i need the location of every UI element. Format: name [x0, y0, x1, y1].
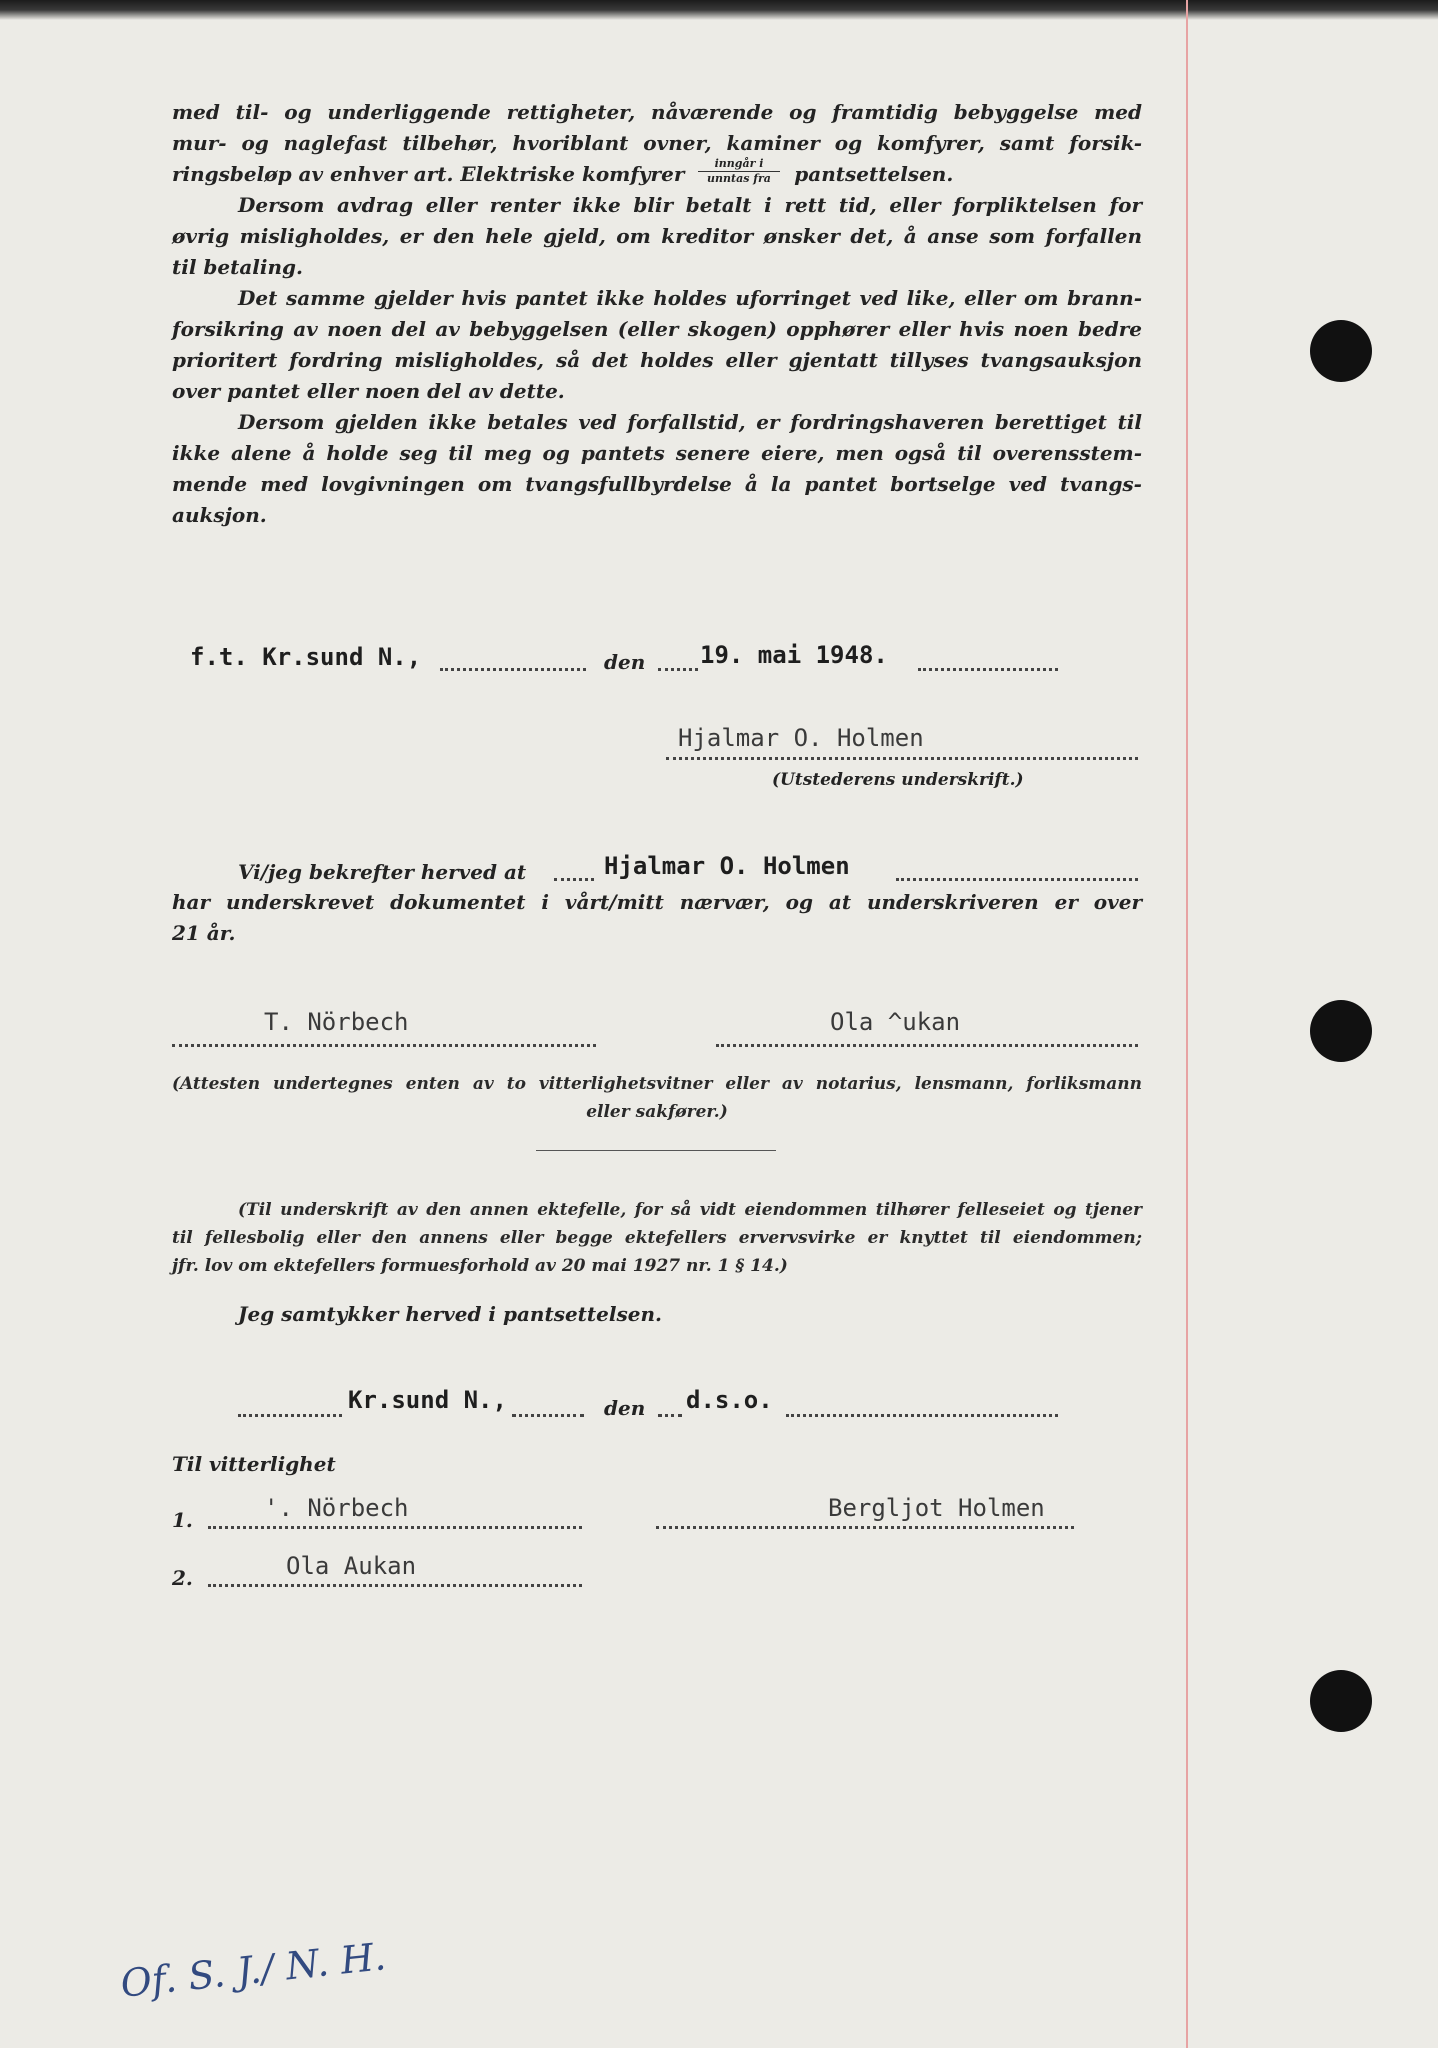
body-line: Det samme gjelder hvis pantet ikke holdes uforringet ved like, eller om brann- — [238, 286, 1142, 310]
confirm-line: har underskrevet dokumentet i vårt/mitt nærvær, og at underskriveren er over — [172, 890, 1142, 914]
fraction-top: inngår i — [698, 158, 780, 172]
body-line: forsikring av noen del av bebyggelsen (eller skogen) opphører eller hvis noen bedre — [172, 317, 1142, 341]
body-line: ikke alene å holde seg til meg og pantets senere eiere, men også til overensstem- — [172, 441, 1142, 465]
issuer-caption: (Utstederens underskrift.) — [772, 770, 1024, 790]
dotted-line — [512, 1414, 584, 1417]
witness-signature-1: T. Nörbech — [264, 1008, 409, 1036]
spouse-note-line: jfr. lov om ektefellers formuesforhold av 20 mai 1927 nr. 1 § 14.) — [172, 1256, 788, 1276]
attest-line: eller sakfører.) — [586, 1102, 728, 1122]
attest-line: (Attesten undertegnes enten av to vitterlighetsvitner eller av notarius, lensmann, forliksmann — [172, 1074, 1142, 1094]
spouse-note-line: til fellesbolig eller den annens eller begge ektefellers ervervsvirke er knyttet til eiendommen; — [172, 1228, 1142, 1248]
witness-row-number: 2. — [172, 1566, 193, 1590]
body-line: til betaling. — [172, 255, 303, 279]
fraction-bottom: unntas fra — [707, 172, 771, 185]
punch-hole-bottom — [1310, 1670, 1372, 1732]
punch-hole-middle — [1310, 1000, 1372, 1062]
witness-row-signature: '. Nörbech — [264, 1494, 409, 1522]
dotted-line — [658, 668, 698, 671]
scan-edge-shadow — [0, 0, 1438, 20]
den-label: den — [604, 650, 646, 674]
handwritten-note: Of. S. J./ N. H. — [118, 1934, 388, 2006]
dotted-line — [440, 668, 586, 671]
issuer-signature: Hjalmar O. Holmen — [678, 724, 924, 752]
dotted-line — [554, 878, 594, 881]
body-line: med til- og underliggende rettigheter, nåværende og framtidig bebyggelse med — [172, 100, 1142, 124]
dotted-line — [918, 668, 1058, 671]
body-line: mur- og naglefast tilbehør, hvoriblant ovner, kaminer og komfyrer, samt forsik- — [172, 131, 1142, 155]
body-line: mende med lovgivningen om tvangsfullbyrdelse å la pantet bortselge ved tvangs- — [172, 472, 1142, 496]
body-line: prioritert fordring misligholdes, så det holdes eller gjentatt tillyses tvangsauksjon — [172, 348, 1142, 372]
body-line: Dersom gjelden ikke betales ved forfallstid, er fordringshaveren berettiget til — [238, 410, 1142, 434]
attest-note — [172, 1070, 1142, 1126]
dotted-line — [658, 1414, 682, 1417]
den-label-2: den — [604, 1396, 646, 1420]
dotted-line — [238, 1414, 342, 1417]
spouse-note-line: (Til underskrift av den annen ektefelle, for så vidt eiendommen tilhører felleseiet og tjener — [238, 1200, 1142, 1220]
place-field-2: Kr.sund N., — [348, 1386, 507, 1414]
witness-signature-2: Ola ^ukan — [830, 1008, 961, 1036]
signature-dotted-line — [172, 1044, 596, 1047]
til-vitterlighet-label: Til vitterlighet — [172, 1452, 336, 1476]
witness-dotted-line — [208, 1526, 582, 1529]
place-field: f.t. Kr.sund N., — [190, 643, 422, 671]
confirm-text — [172, 887, 1142, 949]
confirm-line: 21 år. — [172, 921, 236, 945]
spouse-note — [172, 1196, 1142, 1280]
signature-dotted-line — [666, 757, 1138, 760]
body-line: Dersom avdrag eller renter ikke blir betalt i rett tid, eller forpliktelsen for — [238, 193, 1142, 217]
body-line: auksjon. — [172, 503, 267, 527]
fraction-stacked-text — [698, 158, 780, 185]
body-line-start: ringsbeløp av enhver art. Elektriske komfyrer — [172, 162, 685, 186]
witness-row-number: 1. — [172, 1508, 193, 1532]
section-divider — [536, 1150, 776, 1151]
dotted-line — [786, 1414, 1058, 1417]
body-line-with-fraction — [172, 159, 1142, 190]
witness-dotted-line — [208, 1584, 582, 1587]
witness-row-signature: Ola Aukan — [286, 1552, 417, 1580]
confirm-name: Hjalmar O. Holmen — [604, 852, 850, 880]
spouse-signature: Bergljot Holmen — [828, 1494, 1045, 1522]
body-line: øvrig misligholdes, er den hele gjeld, om kreditor ønsker det, å anse som forfallen — [172, 224, 1142, 248]
pledge-terms-paragraph — [172, 97, 1142, 531]
red-margin-line — [1186, 0, 1188, 2048]
punch-hole-top — [1310, 320, 1372, 382]
consent-text: Jeg samtykker herved i pantsettelsen. — [238, 1302, 662, 1326]
date-field-2: d.s.o. — [686, 1386, 773, 1414]
signature-dotted-line — [716, 1044, 1138, 1047]
date-field: 19. mai 1948. — [700, 641, 888, 669]
body-line-end: pantsettelsen. — [794, 162, 954, 186]
dotted-line — [896, 878, 1138, 881]
spouse-dotted-line — [656, 1526, 1074, 1529]
body-line: over pantet eller noen del av dette. — [172, 379, 565, 403]
confirm-prefix: Vi/jeg bekrefter herved at — [238, 860, 527, 884]
